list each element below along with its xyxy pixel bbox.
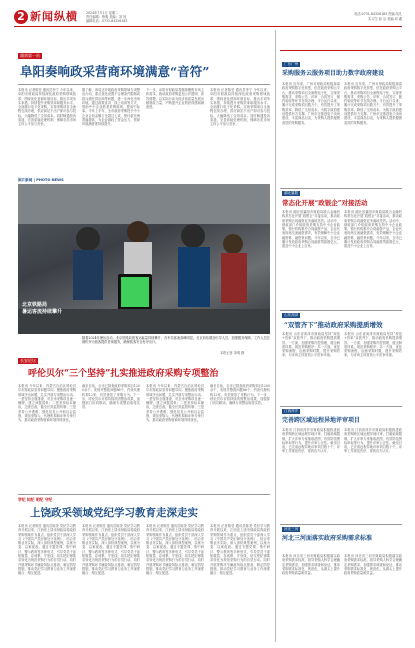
story1-col2: 据了解，该局还开展政府采购领域专项整治行动，重点查处设置不合理条件限制或排斥潜在供应商等问题，进一步净化市场环境。通过政策宣讲、线上培训等方式，帮助中小企业熟悉采购规则，提高中标率。今年上半年，全市政府采购授予中小企业合同金额占比超过七成，预付款比例普遍提高，为企业减轻了资金压力，营商环境满意度持续提升。 — [82, 88, 140, 127]
story3-col3: 本报讯 记者陈莹 通讯员陈美 党纪学习教育开展以来，江西省上饶市财政局将政府采购领域作为重点，组织党员干部深入学习《中国共产党纪律处分条例》，结合采购业务实际，深入剖析典型案例，以案为鉴、以案促改。通过专题党课、集中研讨、警示教育等多种形式，引导党员干部知敬畏、存戒惧、守底线，切实把纪律要求转化为规范采购行为的自觉行动。同时开展采购环节廉政风险点排查，制定防控措施，推动党纪学习教育与业务工作深度融合、相互促进。 — [146, 524, 204, 576]
story1-col3: 下一步，阜阳市财政局将继续聚焦市场主体需求，推动政府采购更加公开透明、高效便捷，以实际行动为经济高质量发展贡献财政力量，不断提升企业的获得感和满意度。 — [146, 88, 204, 110]
story1-col4: 本报讯 记者陈莹 通讯员李宁 今年以来，阜阳市财政局持续深化政府采购领域改革，围绕优化营商环境目标，推出多项务实举措，持续提升采购效率和服务水平。全面推行电子化采购，实现采购项目全流程在线办理，供应商足不出户即可参与投标，大幅降低了交易成本。同时畅通投诉渠道，完善质疑处理机制，保障各类市场主体公平参与竞争。 — [210, 88, 270, 127]
right-headline-5: 河北三河面落实政府采购需求标准 — [282, 535, 373, 542]
masthead — [14, 8, 402, 38]
right-story2-col2: 本报讯 湖北省襄阳市财政局联合金融机构常态化开展“政银企”对接活动，推动政府采购合同融资业务落地见效。活动中，财政部门介绍政府采购支持中小企业政策，银行机构推介合同融资产品，企业代表现场交流融资需求，有效缓解中小企业融资难、融资贵问题。今年以来，全市已累计发放政府采购合同融资贷款数亿元，惠及中小企业上百家。 — [344, 210, 402, 249]
page-number-badge: 2 — [14, 10, 28, 24]
editor-line: 责任编辑：鲁明 美编：刘 视 — [86, 15, 127, 20]
headline-main: 阜阳奏响政采营商环境满意“音符” — [20, 64, 210, 79]
story3-col2: 本报讯 记者陈莹 通讯员陈美 党纪学习教育开展以来，江西省上饶市财政局将政府采购领域作为重点，组织党员干部深入学习《中国共产党纪律处分条例》，结合采购业务实际，深入剖析典型案例，以案为鉴、以案促改。通过专题党课、集中研讨、警示教育等多种形式，引导党员干部知敬畏、存戒惧、守底线，切实把纪律要求转化为规范采购行为的自觉行动。同时开展采购环节廉政风险点排查，制定防控措施，推动党纪学习教育与业务工作深度融合、相互促进。 — [82, 524, 140, 576]
right-headline-3: “双管齐下”推动政府采购提质增效 — [284, 321, 383, 329]
section-tag: 湖南第一站 — [20, 53, 40, 58]
discipline-tag: 学纪 知纪 明纪 守纪 — [18, 497, 53, 502]
story2-col1: 本报讯 今年以来，内蒙古自治区呼伦贝尔市财政局坚持问题导向，聚焦政府采购领域突出问题，扎实开展专项整治行动。一是坚持全面排查，对全市采购项目逐一梳理，建立问题清单；二是坚持标本兼治，边查边改，健全长效监管机制；三是坚持公开透明，强化信息公开和社会监督，规范采购人、代理机构和评审专家行为，推动政府采购营商环境持续优化。 — [18, 384, 76, 423]
right-header-line2: 实习生 彭 洁 美编:邓 湖 — [368, 16, 402, 21]
right-tag-4: 江西萍乡 — [284, 409, 299, 413]
date-line: 2024年7月1日 星期二 — [86, 11, 119, 15]
photo-side-title-line2: 暑运客流持续攀升 — [22, 308, 63, 315]
story2-col2: 截至目前，全市已排查政府采购项目1200余个，发现并整改问题86个，约谈代理机构12家，有效规范了采购行为。下一步，呼伦贝尔市将持续巩固整治成果，加强部门协同联动，确保专项整治取得实效。 — [82, 384, 140, 410]
story3-col1: 本报讯 记者陈莹 通讯员陈美 党纪学习教育开展以来，江西省上饶市财政局将政府采购领域作为重点，组织党员干部深入学习《中国共产党纪律处分条例》，结合采购业务实际，深入剖析典型案例，以案为鉴、以案促改。通过专题党课、集中研讨、警示教育等多种形式，引导党员干部知敬畏、存戒惧、守底线，切实把纪律要求转化为规范采购行为的自觉行动。同时开展采购环节廉政风险点排查，制定防控措施，推动党纪学习教育与业务工作深度融合、相互促进。 — [18, 524, 76, 576]
story2-col3: 本报讯 今年以来，内蒙古自治区呼伦贝尔市财政局坚持问题导向，聚焦政府采购领域突出问题，扎实开展专项整治行动。一是坚持全面排查，对全市采购项目逐一梳理，建立问题清单；二是坚持标本兼治，边查边改，健全长效监管机制；三是坚持公开透明，强化信息公开和社会监督，规范采购人、代理机构和评审专家行为，推动政府采购营商环境持续优化。 — [146, 384, 204, 423]
right-story3-col2: 本报讯 山东省菏泽市财政局坚持“规范+效率”双管齐下，推动政府采购提质增效。一方面，加强采购内控管理，健全制度体系，规范采购程序；另一方面，优化采购流程，压缩采购时限，提升采购效率，为市场主体营造公平竞争环境。 — [344, 332, 402, 358]
right-story2-col1: 本报讯 湖北省襄阳市财政局联合金融机构常态化开展“政银企”对接活动，推动政府采购合同融资业务落地见效。活动中，财政部门介绍政府采购支持中小企业政策，银行机构推介合同融资产品，企业代表现场交流融资需求，有效缓解中小企业融资难、融资贵问题。今年以来，全市已累计发放政府采购合同融资贷款数亿元，惠及中小企业上百家。 — [282, 210, 340, 249]
right-headline-4: 完善跨区域远程异地评审项目 — [282, 417, 361, 424]
right-story3-col1: 本报讯 山东省菏泽市财政局坚持“规范+效率”双管齐下，推动政府采购提质增效。一方面，加强采购内控管理，健全制度体系，规范采购程序；另一方面，优化采购流程，压缩采购时限，提升采购效率，为市场主体营造公平竞争环境。 — [282, 332, 340, 358]
masthead-rule — [14, 26, 402, 27]
phone-line: 编辑电话：0731-84326183 — [86, 19, 128, 24]
mid-section-tag: 长安论坛 — [20, 358, 36, 363]
photo-credit: 本报记者 刘明 摄 — [220, 351, 245, 355]
right-tag-3: 山东菏泽 — [284, 313, 299, 317]
right-headline-1: 采购服务云服务项目助力数字政府建设 — [282, 70, 385, 77]
section-name: 新闻纵横 — [30, 10, 78, 23]
photo-side-title — [22, 302, 62, 315]
right-tag-1: 广东广州 — [284, 62, 299, 66]
right-story4-col1: 本报讯 江西省萍乡市财政局积极推进政府采购跨区域远程异地评审，打破地域限制，扩大评审专家抽取范围，有效防范围标串标等行为，提升评审公正性。截至目前，已完成远程异地评审项目数十个，评审工作规范有序，得到各方认可。 — [282, 428, 340, 454]
right-story1-col1: 本报讯 近年来，广州市财政局积极探索政府采购数字化转型，依托政府采购云平台，推动采购项目全流程电子化，实现采购需求、采购公告、评审、合同签订、履约验收等环节在线办理。平台运行以来，累计完成采购项目数万个，有效提升了采购效率，降低了交易成本，为数字政府建设提供有力支撑。广州市还推进电子卖场建设，丰富商品目录，为采购人提供便捷高效的采购服务。 — [282, 82, 340, 125]
headline-third: 上饶政采领域党纪学习教育走深走实 — [30, 507, 198, 519]
headline-second: 呼伦贝尔“三个坚持”扎实推进政府采购专项整治 — [28, 369, 219, 379]
story1-col1: 本报讯 记者陈莹 通讯员李宁 今年以来，阜阳市财政局持续深化政府采购领域改革，围绕优化营商环境目标，推出多项务实举措，持续提升采购效率和服务水平。全面推行电子化采购，实现采购项目全流程在线办理，供应商足不出户即可参与投标，大幅降低了交易成本。同时畅通投诉渠道，完善质疑处理机制，保障各类市场主体公平参与竞争。 — [18, 88, 76, 127]
right-story5-col2: 本报讯 河北省三河市财政局积极落实政府采购需求标准，指导采购人科学合理确定采购需求，加强需求调查和论证，推动采购需求标准化、规范化，从源头上提升政府采购质量和效益。 — [344, 554, 402, 576]
column-divider — [275, 30, 276, 642]
right-tag-2: 湖北襄阳 — [284, 191, 299, 195]
photo-caption: 随着2024年暑运启动，北京铁路局旅客运输量持续攀升，各车站客流高峰明显。北京西站增加引导人员，加强服务保障，工作人员在闸机旁为旅客提供咨询服务，确保旅客安全有序出行。 — [82, 336, 270, 345]
right-header-line1: 电话:0731-84326183 责编:吴凡 — [354, 12, 402, 16]
story3-col4: 本报讯 记者陈莹 通讯员陈美 党纪学习教育开展以来，江西省上饶市财政局将政府采购领域作为重点，组织党员干部深入学习《中国共产党纪律处分条例》，结合采购业务实际，深入剖析典型案例，以案为鉴、以案促改。通过专题党课、集中研讨、警示教育等多种形式，引导党员干部知敬畏、存戒惧、守底线，切实把纪律要求转化为规范采购行为的自觉行动。同时开展采购环节廉政风险点排查，制定防控措施，推动党纪学习教育与业务工作深度融合、相互促进。 — [210, 524, 270, 576]
right-headline-2: 常态化开展“政银企”对接活动 — [282, 199, 368, 207]
right-tag-5: 河北三河 — [284, 527, 299, 531]
right-story1-col2: 本报讯 近年来，广州市财政局积极探索政府采购数字化转型，依托政府采购云平台，推动采购项目全流程电子化，实现采购需求、采购公告、评审、合同签订、履约验收等环节在线办理。平台运行以来，累计完成采购项目数万个，有效提升了采购效率，降低了交易成本，为数字政府建设提供有力支撑。广州市还推进电子卖场建设，丰富商品目录，为采购人提供便捷高效的采购服务。 — [344, 82, 402, 125]
right-story5-col1: 本报讯 河北省三河市财政局积极落实政府采购需求标准，指导采购人科学合理确定采购需求，加强需求调查和论证，推动采购需求标准化、规范化，从源头上提升政府采购质量和效益。 — [282, 554, 340, 576]
photo-side-title-line1: 北京铁路局 — [22, 302, 48, 308]
right-story4-col2: 本报讯 江西省萍乡市财政局积极推进政府采购跨区域远程异地评审，打破地域限制，扩大评审专家抽取范围，有效防范围标串标等行为，提升评审公正性。截至目前，已完成远程异地评审项目数十个，评审工作规范有序，得到各方认可。 — [344, 428, 402, 454]
photo-caption-tag: 图片新闻 | PHOTO NEWS — [18, 178, 64, 182]
story2-col4: 截至目前，全市已排查政府采购项目1200余个，发现并整改问题86个，约谈代理机构12家，有效规范了采购行为。下一步，呼伦贝尔市将持续巩固整治成果，加强部门协同联动，确保专项整治取得实效。 — [210, 384, 270, 406]
